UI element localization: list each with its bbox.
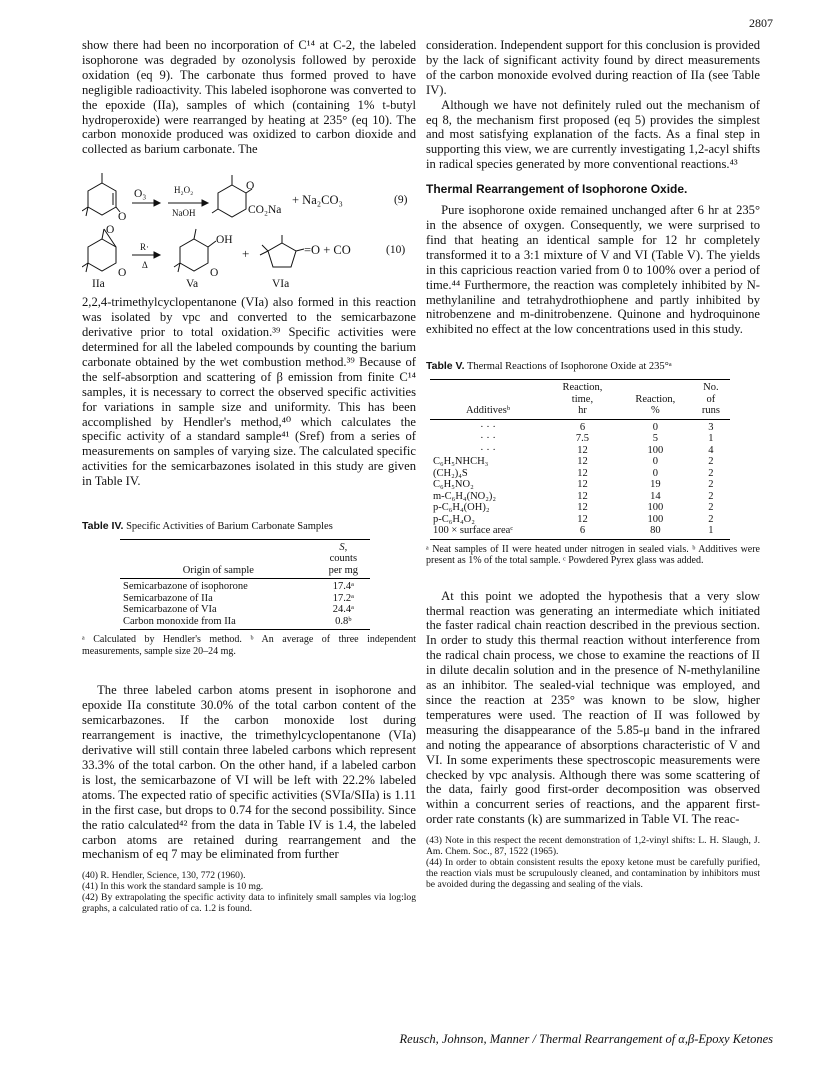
table-4-label: Table IV.	[82, 520, 124, 533]
table-5-col-additives-header: Additivesᵇ	[430, 380, 546, 419]
right-paragraph-3: Pure isophorone oxide remained unchanged after 6 hr at 235° in the absence of oxygen. Consequently, we were surprised to find that heating an identical sample for 12 hr completely transformed it to a 3:1 mixture of V and VI (Table V). The yields in this capricious reaction varied from 0 to 100% over a period of time.⁴⁴ Furthermore, the reaction was completely inhibited by N-methylaniline and tetrahydrothiophene and partly inhibited by nitrobenzene and m-dinitrobenzene. Quinone and hydroquinone exhibited no effect at the low concentrations used in this study.	[426, 203, 760, 337]
table-row: · · · 6 0 3	[480, 421, 714, 433]
table-row: Semicarbazone of isophorone 17.4ᵃ	[123, 581, 354, 593]
table-row: · · · 12 100 4	[480, 444, 714, 456]
equation-9-label: (9)	[394, 194, 408, 207]
table-5-caption	[426, 359, 760, 375]
plus-sign: +	[242, 246, 250, 262]
table-4	[120, 539, 370, 631]
table-row: · · · 7.5 5 1	[480, 433, 714, 445]
left-paragraph-3: The three labeled carbon atoms present in isophorone and epoxide IIa constitute 30.0% of the total carbon content of the semicarbazones. If the carbon monoxide lost during rearrangement is inactive, the trimethylcyclopentanone (VIa) derivative will still contain three labeled carbons which represent 33.3% of the total carbon. On the other hand, if a labeled carbon is lost, the semicarbazone of VI will be left with 22.2% labeled atoms. The expected ratio of specific activities (SVIa/SIIa) is 1.11 in the first case, but drops to 0.74 for the second possibility. Since the ratio calculated⁴² from the data in Table IV is 1.4, the labeled carbon atoms are retained during rearrangement and the mechanism of eq 7 may be eliminated from further	[82, 683, 416, 862]
table-row: p-C₆H₄O₂ 12 100 2	[433, 513, 714, 525]
reference-43: (43) Note in this respect the recent demonstration of 1,2-vinyl shifts: L. H. Slaugh, J. Am. Chem. Soc., 87, 1522 (1965).	[426, 835, 760, 858]
sodium-carbonate: + Na₂CO₃	[292, 193, 343, 208]
left-references	[82, 870, 416, 914]
section-heading: Thermal Rearrangement of Isophorone Oxide.	[426, 182, 688, 197]
table-4-caption	[82, 519, 416, 535]
page-number: 2807	[749, 16, 773, 30]
table-row: m-C₆H₄(NO₂)₂ 12 14 2	[433, 490, 714, 502]
va-hydroxyl: OH	[216, 234, 233, 247]
page-footer: Reusch, Johnson, Manner / Thermal Rearrangement of α,β-Epoxy Ketones	[399, 1032, 773, 1046]
table-5-footnote: ᵃ Neat samples of II were heated under nitrogen in sealed vials. ᵇ Additives were present as 1% of the total sample. ᶜ Powdered Pyrex glass was added.	[426, 543, 760, 567]
table-4-title: Specific Activities of Barium Carbonate Samples	[126, 521, 333, 533]
right-column	[426, 38, 760, 890]
table-row: 100 × surface areaᶜ 6 80 1	[430, 525, 730, 539]
table-row: p-C₆H₄(OH)₂ 12 100 2	[433, 502, 714, 514]
table-5-col-runs-header: No. of runs	[692, 380, 730, 419]
reagent-naoh: NaOH	[172, 208, 196, 219]
table-row: Semicarbazone of VIa 24.4ᵃ	[123, 604, 354, 616]
table-4-col-s-header: S, counts per mg	[317, 539, 370, 578]
table-row: Semicarbazone of IIa 17.2ᵃ	[123, 592, 354, 604]
reagent-radical: R·	[140, 242, 149, 253]
table-4-footnote: ᵃ Calculated by Hendler's method. ᵇ An average of three independent measurements, sample size 20–24 mg.	[82, 634, 416, 657]
reagent-heat: Δ	[142, 260, 148, 271]
right-paragraph-2: Although we have not definitely ruled out the mechanism of eq 8, the mechanism first proposed (eq 5) provides the simplest and most satisfying explanation of the facts. As a final step in supporting this view, we are currently investigating 1,2-acyl shifts in radical species generated by more conventional reactions.⁴³	[426, 97, 760, 172]
label-va: Va	[186, 278, 199, 291]
reference-40: (40) R. Hendler, Science, 130, 772 (1960).	[82, 870, 246, 882]
left-column	[82, 38, 416, 914]
carbon-monoxide: =O + CO	[304, 243, 351, 258]
reaction-scheme	[82, 169, 416, 293]
left-paragraph-1: show there had been no incorporation of C¹⁴ at C-2, the labeled isophorone was degraded by ozonolysis followed by peroxide oxidation (eq 9). The carbonate thus formed proved to have negligible radioactivity. This labeled isophorone was converted to the epoxide (IIa), samples of which (containing 1% t-butyl hydroperoxide) were rearranged by heating at 235° (eq 10). The carbon monoxide produced was oxidized to carbon dioxide and collected as barium carbonate. The	[82, 38, 416, 157]
reference-42: (42) By extrapolating the specific activity data to infinitely small samples via log:log graphs, a calculated ratio of ca. 1.2 is found.	[82, 892, 416, 915]
label-iia: IIa	[92, 278, 105, 291]
keto-acid-carboxylate: CO₂Na	[248, 204, 282, 217]
epoxide-ring-oxygen: O	[118, 267, 127, 280]
table-5-col-reaction-header: Reaction, %	[619, 380, 692, 419]
keto-acid-oxygen: O	[246, 180, 255, 193]
reagent-peroxide: H₂O₂	[174, 185, 194, 196]
table-5-col-time-header: Reaction, time, hr	[546, 380, 619, 419]
isophorone-oxygen: O	[118, 211, 127, 224]
table-row: (CH₂)₄S 12 0 2	[433, 467, 714, 479]
table-row: C₆H₅NHCH₃ 12 0 2	[433, 456, 714, 468]
table-5-label: Table V.	[426, 360, 465, 373]
table-5-title: Thermal Reactions of Isophorone Oxide at 235°ᵃ	[466, 361, 672, 373]
epoxide-ketone-oxygen: O	[106, 224, 115, 237]
table-row: C₆H₅NO₂ 12 19 2	[433, 479, 714, 491]
va-oxygen: O	[210, 267, 219, 280]
reagent-ozone: O₃	[134, 188, 147, 201]
reference-44: (44) In order to obtain consistent results the epoxy ketone must be carefully purified, the reaction vials must be scrupulously cleaned, and contamination by inhibitors must be avoided during the degassing and sealing of the vials.	[426, 857, 760, 891]
right-references	[426, 835, 760, 890]
left-paragraph-2: 2,2,4-trimethylcyclopentanone (VIa) also formed in this reaction was isolated by vpc and converted to the semicarbazone derivative prior to total oxidation.³⁹ Specific activities were determined for all the labeled compounds by counting the barium carbonate obtained by the wet combustion method.³⁹ Because of the self-absorption and scattering of β emission from finite C¹⁴ samples, it is necessary to correct the observed specific activities for variations in sample size and uniformity. This has been accomplished by Hendler's method,⁴⁰ which calculates the specific activity of a standard sample⁴¹ (Sref) from a series of measurements on samples of varying size. The calculated specific activities for the semicarbazones isolated in this study are given in Table IV.	[82, 295, 416, 489]
label-via: VIa	[272, 278, 290, 291]
table-row: Carbon monoxide from IIa 0.8ᵇ	[120, 616, 370, 630]
right-paragraph-1: consideration. Independent support for this conclusion is provided by the lack of significant activity found by direct measurements of the carbon monoxide evolved during reaction of IIa (see Table IV).	[426, 38, 760, 97]
equation-10-label: (10)	[386, 244, 406, 257]
table-5	[430, 379, 730, 540]
right-paragraph-4: At this point we adopted the hypothesis that a very slow thermal reaction was generating an intermediate which initiated the faster radical chain reaction described in the previous section. In order to study this thermal reaction without interference from the radical chain process, we chose to examine the reactions of II in dilute decalin solution and in the presence of N-methylaniline as an inhibitor. The sealed-vial technique was employed, and since the reaction at 235° was known to be slow, higher temperatures were used. The reaction of II was followed by measuring the disappearance of the 5.85-μ band in the infrared and noting the appearance of absorptions characteristic of V and VI. In some experiments these spectroscopic measurements were checked by vpc analysis. Although there was some scattering of the data, fairly good first-order decomposition was observed within a concurrent series of reactions, and the apparent first-order rate constants (k) are summarized in Table VI. The reac-	[426, 588, 760, 827]
table-4-col-origin-header: Origin of sample	[120, 539, 317, 578]
reference-41: (41) In this work the standard sample is 10 mg.	[82, 881, 264, 893]
